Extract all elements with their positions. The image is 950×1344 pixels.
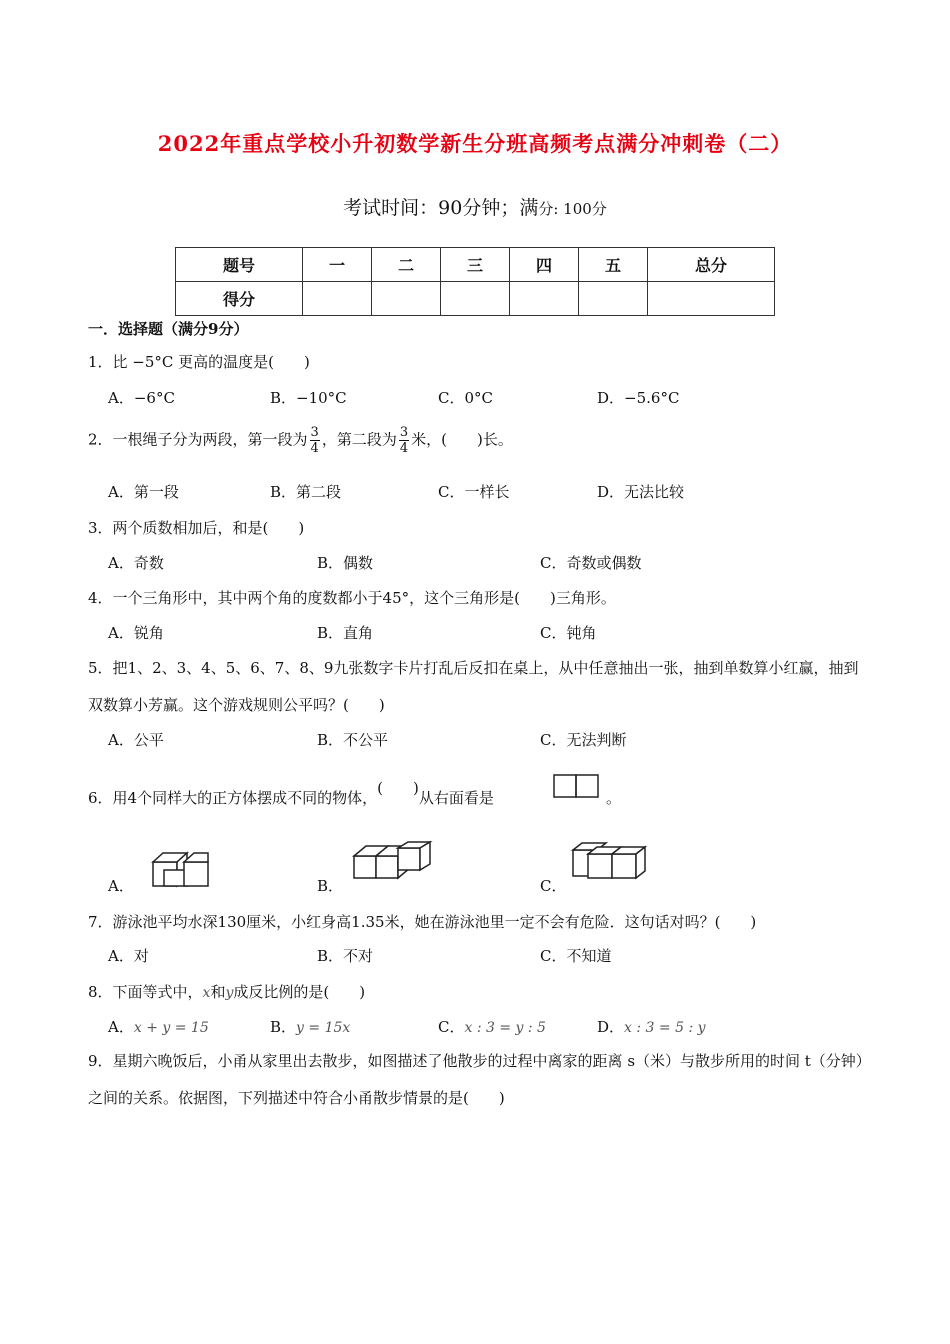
- score-cell-4: 四: [509, 248, 578, 282]
- q1-option-a[interactable]: A．−6°C: [108, 389, 175, 407]
- q8-option-c-math: x : 3 = y : 5: [464, 1020, 546, 1036]
- score-input-2[interactable]: [372, 282, 441, 316]
- subtitle-main: 考试时间：90分钟；满: [343, 197, 539, 219]
- q8-option-a-math: x + y = 15: [133, 1020, 209, 1036]
- q6-paren: ( ): [377, 779, 419, 797]
- q8-var-x: x: [202, 985, 211, 1001]
- q2-option-d[interactable]: D．无法比较: [597, 483, 685, 501]
- q2-pre: 2．一根绳子分为两段，第一段为: [88, 430, 308, 449]
- q3-option-a[interactable]: A．奇数: [108, 554, 164, 572]
- cube-figure-b-icon[interactable]: [352, 840, 434, 882]
- q6-end: 。: [606, 789, 622, 807]
- question-9: 9．星期六晚饭后，小甬从家里出去散步，如图描述了他散步的过程中离家的距离 s（米）与散步所用的时间 t（分钟）之间的关系。依据图，下列描述中符合小甬散步情景的是( ): [88, 1052, 864, 1107]
- q8-option-c[interactable]: [438, 1016, 546, 1037]
- q4-option-c[interactable]: C．钝角: [540, 624, 597, 642]
- score-row-label: 得分: [176, 282, 303, 316]
- score-input-3[interactable]: [441, 282, 510, 316]
- q6-option-a[interactable]: A．: [108, 877, 134, 895]
- score-cell-1: 一: [303, 248, 372, 282]
- score-input-4[interactable]: [509, 282, 578, 316]
- q2-frac1-den: 4: [310, 441, 319, 456]
- score-input-1[interactable]: [303, 282, 372, 316]
- q8-option-b-label: B．: [270, 1018, 297, 1036]
- q7-option-a[interactable]: A．对: [108, 947, 149, 965]
- q2-option-a[interactable]: A．第一段: [108, 483, 179, 501]
- section-heading: 一．选择题（满分9分）: [88, 320, 249, 338]
- q6-option-c[interactable]: C．: [540, 877, 567, 895]
- q7-option-c[interactable]: C．不知道: [540, 947, 612, 965]
- question-1: 1．比 −5°C 更高的温度是( ): [88, 353, 310, 371]
- q8-option-d[interactable]: [597, 1016, 706, 1037]
- score-cell-2: 二: [372, 248, 441, 282]
- question-7: 7．游泳池平均水深130厘米，小红身高1.35米，她在游泳池里一定不会有危险．这句话对吗？( ): [88, 913, 757, 931]
- q2-frac2-den: 4: [399, 441, 409, 456]
- score-table-score-row: [176, 282, 775, 316]
- q1-option-c[interactable]: C．0°C: [438, 389, 493, 407]
- exam-subtitle: [0, 193, 950, 220]
- right-view-icon: [553, 774, 601, 798]
- q6-option-b[interactable]: B．: [317, 877, 344, 895]
- score-cell-5: 五: [578, 248, 647, 282]
- q8-var-y: y: [225, 985, 234, 1001]
- score-input-5[interactable]: [578, 282, 647, 316]
- q8-and: 和: [210, 983, 226, 1001]
- q2-fraction-1: [310, 425, 320, 456]
- q8-option-a[interactable]: [108, 1016, 209, 1037]
- q4-option-b[interactable]: B．直角: [317, 624, 374, 642]
- score-table-header-row: [176, 248, 775, 282]
- q6-post: 从右面看是: [418, 789, 494, 807]
- q2-post: 米，( )长。: [411, 430, 513, 449]
- q2-frac2-num: 3: [399, 425, 409, 440]
- q2-mid: ，第二段为: [321, 430, 397, 449]
- cube-figure-c-icon[interactable]: [570, 840, 650, 880]
- q8-post: 成反比例的是( ): [233, 983, 366, 1001]
- q3-option-b[interactable]: B．偶数: [317, 554, 374, 572]
- q1-option-d[interactable]: D．−5.6°C: [597, 389, 680, 407]
- score-cell-label: 题号: [176, 248, 303, 282]
- subtitle-small: 分: 100分: [538, 200, 607, 218]
- q2-frac1-num: 3: [310, 425, 319, 440]
- q5-option-b[interactable]: B．不公平: [317, 731, 389, 749]
- question-3: 3．两个质数相加后，和是( ): [88, 519, 305, 537]
- q8-option-b[interactable]: [270, 1016, 350, 1037]
- cube-figure-a-icon[interactable]: [150, 850, 212, 888]
- score-cell-3: 三: [441, 248, 510, 282]
- q6-pre: 6．用4个同样大的正方体摆成不同的物体，: [88, 789, 378, 807]
- q3-option-c[interactable]: C．奇数或偶数: [540, 554, 642, 572]
- q2-option-b[interactable]: B．第二段: [270, 483, 342, 501]
- q2-option-c[interactable]: C．一样长: [438, 483, 510, 501]
- q1-option-b[interactable]: B．−10°C: [270, 389, 347, 407]
- question-6: [88, 779, 494, 808]
- exam-title: 2022年重点学校小升初数学新生分班高频考点满分冲刺卷（二）: [157, 131, 793, 156]
- q5-option-a[interactable]: A．公平: [108, 731, 164, 749]
- q8-option-d-label: D．: [597, 1018, 625, 1036]
- q8-option-a-label: A．: [108, 1018, 134, 1036]
- score-table: [175, 247, 775, 316]
- q7-option-b[interactable]: B．不对: [317, 947, 374, 965]
- q8-option-c-label: C．: [438, 1018, 465, 1036]
- question-8: [88, 981, 365, 1002]
- q4-option-a[interactable]: A．锐角: [108, 624, 164, 642]
- q8-option-b-math: y = 15x: [296, 1020, 351, 1036]
- score-cell-total: 总分: [647, 248, 774, 282]
- q8-option-d-math: x : 3 = 5 : y: [624, 1020, 706, 1036]
- score-input-total[interactable]: [647, 282, 774, 316]
- q8-pre: 8．下面等式中，: [88, 983, 203, 1001]
- question-2: [88, 425, 513, 456]
- q5-option-c[interactable]: C．无法判断: [540, 731, 627, 749]
- question-5: 5．把1、2、3、4、5、6、7、8、9九张数字卡片打乱后反扣在桌上，从中任意抽出一张，抽到单数算小红赢，抽到双数算小芳赢。这个游戏规则公平吗？( ): [88, 659, 859, 714]
- q2-fraction-2: [399, 425, 409, 456]
- question-4: 4．一个三角形中，其中两个角的度数都小于45°，这个三角形是( )三角形。: [88, 589, 616, 607]
